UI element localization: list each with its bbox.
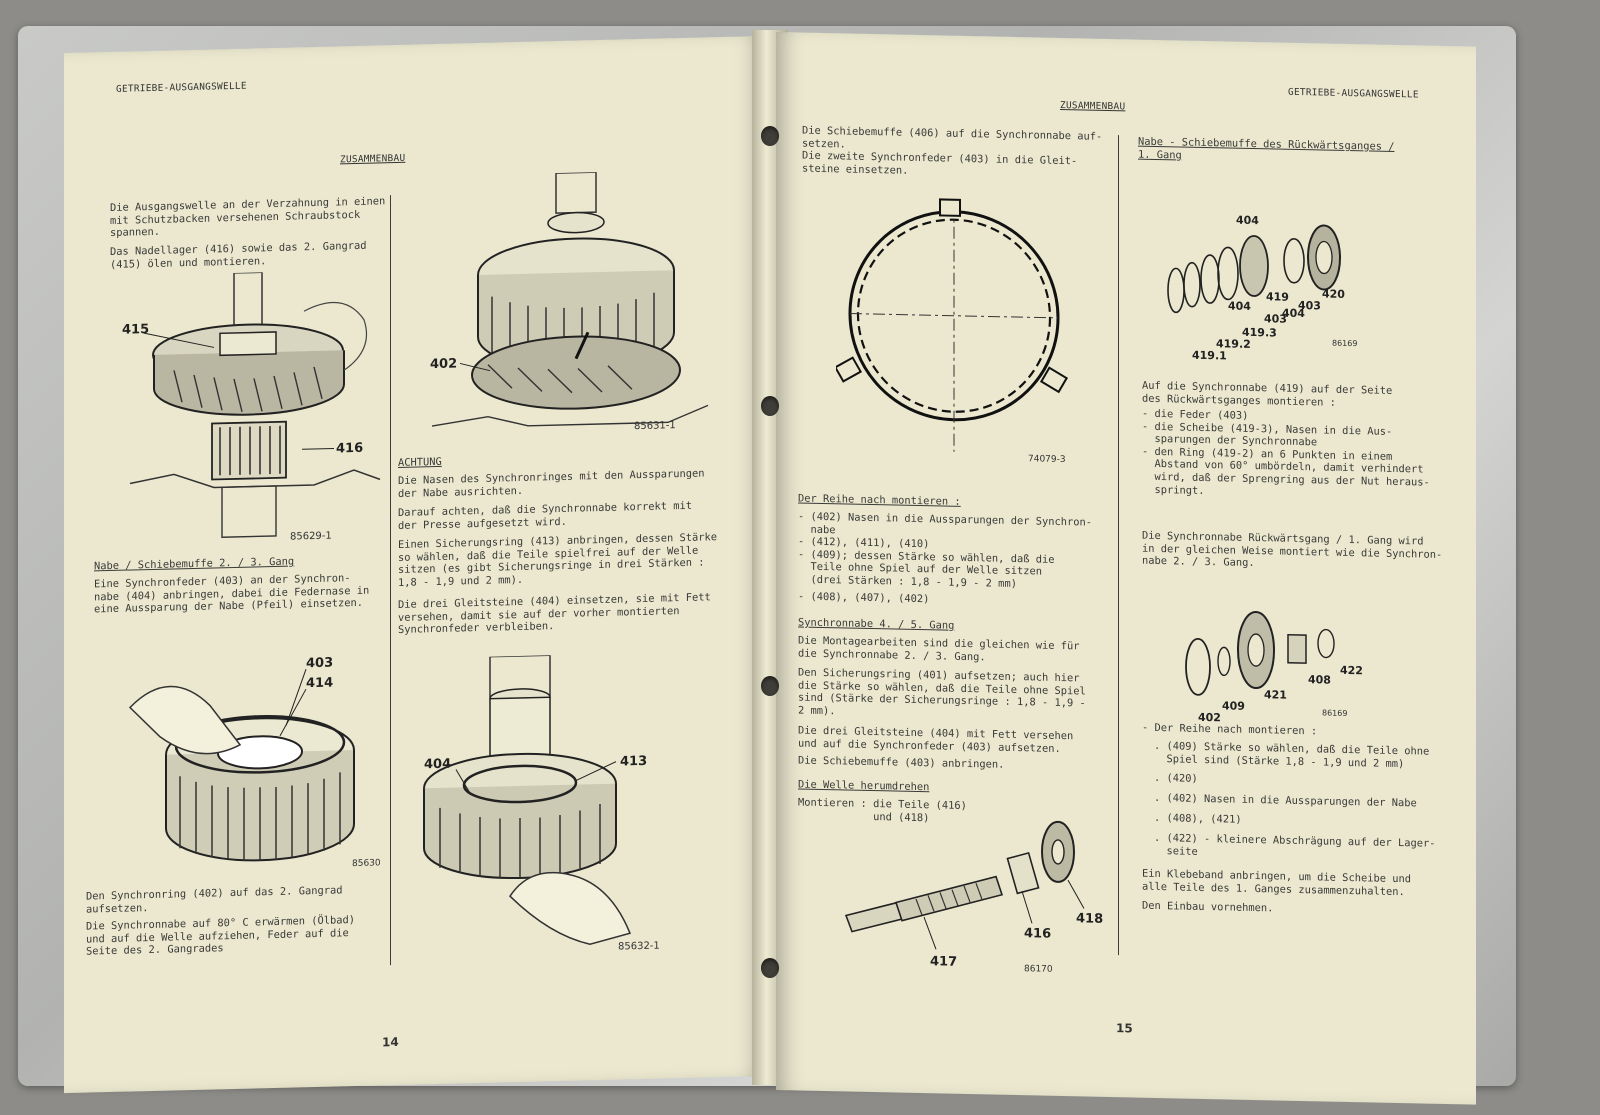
assembly-order-heading: Der Reihe nach montieren : — [798, 492, 961, 508]
same-work-text: Die Montagearbeiten sind die gleichen wie für die Synchronnabe 2. / 3. Gang. — [798, 634, 1080, 663]
figure-caption: 85632-1 — [618, 940, 660, 953]
binder-hole — [761, 958, 779, 978]
binder-hole — [761, 396, 779, 416]
label-419-2: 419.2 — [1216, 337, 1251, 351]
assembly-order-list: - (402) Nasen in die Aussparungen der Synchron- nabe - (412), (411), (410) - (409); dessen Stärke so wählen, daß die Teile ohne Spiel auf der Welle sitzen (drei Stärken : 1,8 - 1,9 - 2 mm) — [798, 510, 1093, 591]
page-header: GETRIEBE-AUSGANGSWELLE — [116, 80, 247, 95]
figure-caption: 85629-1 — [290, 530, 332, 543]
left-page — [64, 36, 764, 1093]
reverse-hub-heading: Nabe - Schiebemuffe des Rückwärtsganges / 1. Gang — [1138, 135, 1395, 162]
figure-caption: 85630 — [352, 858, 381, 870]
label-419-3: 419.3 — [1242, 325, 1277, 340]
binder-hole — [761, 126, 779, 146]
label-403b: 403 — [1264, 312, 1287, 326]
slider-blocks-text: Die drei Gleitsteine (404) einsetzen, sie mit Fett versehen, damit sie auf der vorher montierten Synchronfeder verbleiben. — [398, 591, 711, 637]
figure-shaft-416-418 — [836, 815, 1126, 981]
heat-text: Die Synchronnabe auf 80° C erwärmen (Ölbad) und auf die Welle aufziehen, Feder auf die Seite des 2. Gangrades — [86, 913, 355, 958]
label-402: 402 — [430, 356, 458, 373]
warning-heading: ACHTUNG — [398, 455, 442, 469]
assembly-order-last: - (408), (407), (402) — [798, 590, 930, 606]
right-page — [776, 32, 1476, 1105]
sleeve-403-text: Die Schiebemuffe (403) anbringen. — [798, 754, 1005, 771]
label-420: 420 — [1322, 287, 1345, 301]
page-number: 15 — [1116, 1021, 1133, 1036]
label-422: 422 — [1340, 663, 1363, 678]
binder-hole — [761, 676, 779, 696]
label-403: 403 — [1298, 298, 1321, 313]
figure-caption: 85631-1 — [634, 420, 676, 433]
label-419-1: 419.1 — [1192, 348, 1227, 363]
reverse-side-text: Auf die Synchronnabe (419) auf der Seite des Rückwärtsganges montieren : — [1142, 379, 1393, 409]
intro-text: Die Ausgangswelle an der Verzahnung in einen mit Schutzbacken versehenen Schraubstock spannen. — [110, 195, 386, 240]
synchro-ring-text: Den Synchronring (402) auf das 2. Gangrad aufsetzen. — [86, 884, 343, 916]
label-418: 418 — [1076, 911, 1104, 927]
label-403: 403 — [306, 655, 334, 672]
label-416: 416 — [1024, 926, 1052, 942]
column-divider — [390, 195, 391, 965]
label-413: 413 — [620, 753, 648, 770]
warning-text-1: Die Nasen des Synchronringes mit den Aussparungen der Nabe ausrichten. — [398, 467, 705, 500]
figure-synchro-402 — [428, 169, 718, 438]
reverse-side-list: - die Feder (403) - die Scheibe (419-3), Nasen in die Aus- sparungen der Synchronnabe - den Ring (419-2) an 6 Punkten in einem Abstand von 60° umbördeln, damit verhindert wird, daß der Sprengring aus der Nut heraus- springt. — [1142, 407, 1430, 497]
spring-text: Eine Synchronfeder (403) an der Synchron- nabe (404) anbringen, dabei die Federnase in eine Aussparung der Nabe (Pfeil) einsetzen. — [94, 572, 370, 616]
mount-parts-text: Montieren : die Teile (416) und (418) — [798, 796, 967, 824]
label-421: 421 — [1264, 688, 1287, 702]
figure-caption: 74079-3 — [1028, 454, 1066, 466]
column-divider — [1118, 135, 1119, 955]
label-419: 419 — [1266, 290, 1289, 304]
label-408: 408 — [1308, 673, 1331, 687]
label-409: 409 — [1222, 699, 1245, 713]
sleeve-text: Die Schiebemuffe (406) auf die Synchronnabe auf- setzen. Die zweite Synchronfeder (403) in die Gleit- steine einsetzen. — [802, 124, 1103, 177]
order-item-402: . (402) Nasen in die Aussparungen der Nabe — [1154, 791, 1417, 810]
page-header: GETRIEBE-AUSGANGSWELLE — [1288, 86, 1419, 101]
figure-reverse-hub-exploded — [1156, 210, 1376, 375]
figure-first-gear-exploded — [1176, 604, 1376, 728]
figure-gear-415-416 — [114, 269, 384, 546]
order-item-422: . (422) - kleinere Abschrägung auf der Lager- seite — [1154, 831, 1436, 858]
figure-synchro-404-413 — [400, 652, 700, 959]
install-text: Den Einbau vornehmen. — [1142, 899, 1274, 915]
label-402: 402 — [1198, 710, 1221, 725]
figure-caption: 86169 — [1322, 708, 1348, 718]
order-heading: - Der Reihe nach montieren : — [1142, 721, 1318, 738]
figure-synchro-spring — [836, 179, 1096, 474]
label-404: 404 — [1236, 213, 1259, 228]
label-404c: 404 — [1282, 306, 1305, 321]
label-417: 417 — [930, 954, 958, 970]
circlip-401-text: Den Sicherungsring (401) aufsetzen; auch hier die Stärke so wählen, daß die Teile ohne Spiel sind (Stärke der Sicherungsringe : 1,8 - 1,9 - 2 mm). — [798, 666, 1086, 718]
section-title: ZUSAMMENBAU — [1060, 99, 1126, 113]
slider-404-text: Die drei Gleitsteine (404) mit Fett versehen und auf die Synchronfeder (403) aufsetzen. — [798, 724, 1074, 755]
tape-text: Ein Klebeband anbringen, um die Scheibe und alle Teile des 1. Ganges zusammenzuhalten. — [1142, 867, 1411, 898]
label-414: 414 — [306, 675, 334, 692]
circlip-text: Einen Sicherungsring (413) anbringen, dessen Stärke so wählen, daß die Teile spielfrei auf der Welle sitzen (es gibt Sicherungsringe in drei Stärken : 1,8 - 1,9 und 2 mm). — [398, 531, 718, 589]
order-item-420: . (420) — [1154, 771, 1198, 785]
order-item-409: . (409) Stärke so wählen, daß die Teile ohne Spiel sind (Stärke 1,8 - 1,9 und 2 mm) — [1154, 739, 1430, 770]
label-404b: 404 — [1228, 299, 1251, 313]
subheading-hub-sleeve: Nabe / Schiebemuffe 2. / 3. Gang — [94, 555, 295, 573]
figure-caption: 86170 — [1024, 964, 1053, 975]
order-item-408-421: . (408), (421) — [1154, 811, 1242, 826]
turn-shaft-heading: Die Welle herumdrehen — [798, 778, 930, 794]
label-415: 415 — [122, 322, 150, 338]
needle-bearing-text: Das Nadellager (416) sowie das 2. Gangrad (415) ölen und montieren. — [110, 239, 367, 271]
warning-text-2: Darauf achten, daß die Synchronnabe korrekt mit der Presse aufgesetzt wird. — [398, 499, 693, 532]
figure-caption: 86169 — [1332, 338, 1358, 349]
figure-synchro-403-414 — [100, 631, 390, 878]
same-manner-text: Die Synchronnabe Rückwärtsgang / 1. Gang wird in der gleichen Weise montiert wie die Synchron- nabe 2. / 3. Gang. — [1142, 529, 1443, 570]
synchro-hub-4-5-heading: Synchronnabe 4. / 5. Gang — [798, 616, 955, 632]
label-416: 416 — [336, 440, 364, 457]
label-404: 404 — [424, 756, 452, 773]
page-number: 14 — [382, 1034, 399, 1050]
section-title: ZUSAMMENBAU — [340, 152, 406, 166]
